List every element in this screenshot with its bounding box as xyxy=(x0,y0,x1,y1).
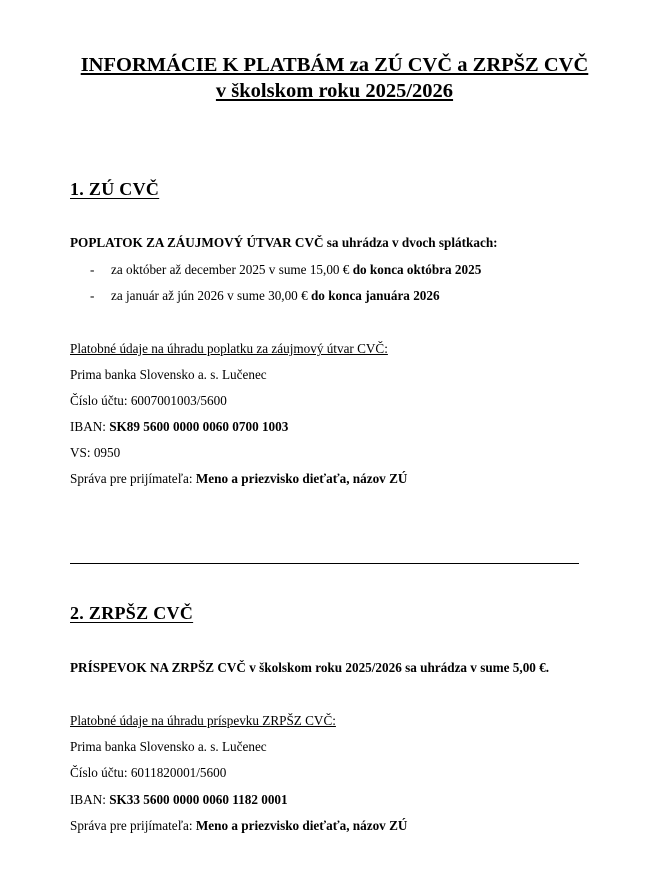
section2-heading: 2. ZRPŠZ CVČ xyxy=(70,603,194,623)
section1-vs xyxy=(70,444,120,461)
section2-intro: PRÍSPEVOK NA ZRPŠZ CVČ v školskom roku 2025/2026 sa uhrádza v sume 5,00 €. xyxy=(70,660,550,675)
bullet-item-1-deadline: do konca októbra 2025 xyxy=(352,262,482,277)
section2-message xyxy=(70,817,407,834)
section1-message xyxy=(70,470,407,487)
bullet-dash: - xyxy=(90,262,95,277)
message-label: Správa pre prijímateľa: xyxy=(70,818,196,833)
section1-account xyxy=(70,392,227,409)
section2-bank: Prima banka Slovensko a. s. Lučenec xyxy=(70,739,267,754)
section1-payment-label: Platobné údaje na úhradu poplatku za záujmový útvar CVČ: xyxy=(70,341,388,356)
section1-bank: Prima banka Slovensko a. s. Lučenec xyxy=(70,367,267,382)
account-label: Číslo účtu: xyxy=(70,765,131,780)
message-label: Správa pre prijímateľa: xyxy=(70,471,196,486)
section-divider xyxy=(70,563,579,564)
section2-account xyxy=(70,764,226,781)
iban-label: IBAN: xyxy=(70,419,110,434)
bullet-item-2-text: za január až jún 2026 v sume 30,00 € xyxy=(111,288,311,303)
bullet-item-2 xyxy=(111,287,440,304)
account-label: Číslo účtu: xyxy=(70,393,131,408)
section1-intro: POPLATOK ZA ZÁUJMOVÝ ÚTVAR CVČ sa uhrádza v dvoch splátkach: xyxy=(70,235,498,250)
iban-number: SK33 5600 0000 0060 1182 0001 xyxy=(109,792,288,807)
message-text: Meno a priezvisko dieťaťa, názov ZÚ xyxy=(195,818,408,833)
bullet-dash: - xyxy=(90,288,95,303)
section1-heading: 1. ZÚ CVČ xyxy=(70,179,160,199)
section2-iban xyxy=(70,791,288,808)
document-title-line2: v školskom roku 2025/2026 xyxy=(215,80,454,102)
account-number: 6011820001/5600 xyxy=(130,765,227,780)
iban-label: IBAN: xyxy=(70,792,110,807)
section2-payment-label: Platobné údaje na úhradu príspevku ZRPŠZ CVČ: xyxy=(70,713,336,728)
bullet-item-1-text: za október až december 2025 v sume 15,00 € xyxy=(111,262,353,277)
bullet-item-1 xyxy=(111,261,481,278)
section1-iban xyxy=(70,418,288,435)
vs-number: 0950 xyxy=(93,445,121,460)
iban-number: SK89 5600 0000 0060 0700 1003 xyxy=(109,419,289,434)
vs-label: VS: xyxy=(70,445,94,460)
account-number: 6007001003/5600 xyxy=(130,393,227,408)
bullet-item-2-deadline: do konca januára 2026 xyxy=(310,288,440,303)
message-text: Meno a priezvisko dieťaťa, názov ZÚ xyxy=(195,471,408,486)
document-title-line1: INFORMÁCIE K PLATBÁM za ZÚ CVČ a ZRPŠZ CVČ xyxy=(80,54,589,76)
